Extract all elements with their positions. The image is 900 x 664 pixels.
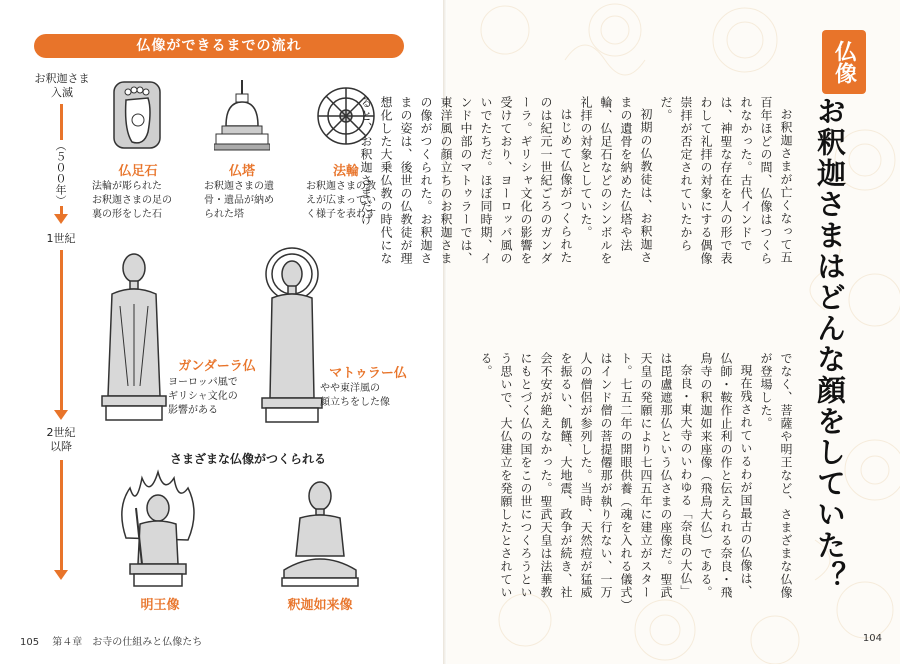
item-title-footprint: 仏足石 bbox=[118, 164, 158, 179]
page-number-right: 104 bbox=[862, 633, 882, 644]
body-column-1 bbox=[359, 96, 796, 274]
page-number-left: 105 bbox=[20, 637, 40, 648]
subheading-various: さまざまな仏像がつくられる bbox=[170, 452, 327, 466]
section-tag: 仏像 bbox=[822, 30, 866, 94]
item-title-mathura: マトゥラー仏 bbox=[329, 366, 407, 381]
paragraph: 初期の仏教徒は、お釈迦さまの遺骨を納めた仏塔や法輪、仏足石などのシンボルを礼拝の対象としていた。 bbox=[579, 96, 653, 265]
item-title-wheel: 法輪 bbox=[332, 164, 359, 179]
footer-left bbox=[20, 633, 202, 648]
timeline-arrow-3 bbox=[54, 570, 68, 580]
item-desc-mathura: やや東洋風の 顔立ちをした像 bbox=[320, 383, 390, 408]
timeline-arrow-1 bbox=[54, 214, 68, 224]
timeline-line-2 bbox=[60, 250, 63, 410]
timeline-arrow-2 bbox=[54, 410, 68, 420]
stupa-icon bbox=[214, 78, 270, 154]
item-title-gandhara: ガンダーラ仏 bbox=[178, 359, 256, 374]
shaka-nyorai-icon bbox=[278, 478, 362, 588]
timeline-start-label: お釈迦さま 入滅 bbox=[34, 72, 90, 99]
myoo-statue-icon bbox=[116, 468, 198, 588]
footprint-stone-icon bbox=[112, 80, 162, 150]
item-desc-footprint: 法輪が彫られた お釈迦さまの足の 裏の形をした石 bbox=[92, 181, 172, 220]
flow-header: 仏像ができるまでの流れ bbox=[34, 34, 404, 58]
item-title-myoo: 明王像 bbox=[140, 598, 180, 613]
timeline-mark-1: 1世紀 bbox=[46, 232, 76, 245]
paragraph: でなく、菩薩や明王など、さまざまな仏像が登場した。 bbox=[759, 352, 793, 599]
page-title: お釈迦さまはどんな顔をしていた？ bbox=[813, 96, 847, 592]
paragraph: お釈迦さまが亡くなって五百年ほどの間、仏像はつくられなかった。古代インドでは、神聖な存在を人の形で表わして礼拝の対象にする偶像崇拝が否定されていたからだ。 bbox=[659, 96, 793, 265]
chapter-title: 第４章 お寺の仕組みと仏像たち bbox=[52, 637, 203, 648]
timeline-mark-2: 2世紀 以降 bbox=[46, 426, 76, 453]
paragraph: 現在残されているわが国最古の仏像は、仏師・鞍作止利の作と伝えられる奈良・飛鳥寺の釈迦如来座像（飛鳥大仏）である。 bbox=[699, 352, 753, 599]
timeline-span-label: （５００年） bbox=[54, 140, 67, 206]
paragraph: 奈良・東大寺のいわゆる「奈良の大仏」は毘盧遮那仏という仏さまの座像だ。聖武天皇の発願により七四五年に建立がスタート。七五二年の開眼供養（魂を入れる儀式）はインド僧の菩提僊那が執り行ない、一万人の僧侶が参列した。当時、天然痘が猛威を振るい、飢饉、大地震、政争が続き、社会不安が絶えなかった。聖武天皇は法華教にもとづく仏の国をこの世につくろうという思いで、大仏建立を発願したとされている。 bbox=[479, 352, 693, 606]
item-desc-wheel: お釈迦さまの教 えが広まってい く様子を表わす bbox=[306, 181, 376, 220]
item-desc-stupa: お釈迦さまの遺 骨・遺品が納め られた塔 bbox=[204, 181, 274, 220]
body-column-2 bbox=[479, 352, 796, 610]
item-title-stupa: 仏塔 bbox=[228, 164, 255, 179]
timeline-line-3 bbox=[60, 460, 63, 570]
item-desc-gandhara: ヨーロッパ風で ギリシャ文化の 影響がある bbox=[168, 377, 238, 416]
item-title-shaka: 釈迦如来像 bbox=[287, 598, 353, 613]
paragraph: はじめて仏像がつくられたのは紀元一世紀ごろのガンダーラ。ギリシャ文化の影響を受けており、ヨーロッパ風のいでたちだ。ほぼ同時期、インド中部のマトゥラーでは、東洋風の顔立ちのお釈迦さまの像がつくられた。お釈迦さまの姿は、後世の仏教徒が理想化した大乗仏教の時代になると、お釈迦さまだけ bbox=[359, 96, 573, 265]
gandhara-buddha-icon bbox=[98, 246, 170, 422]
